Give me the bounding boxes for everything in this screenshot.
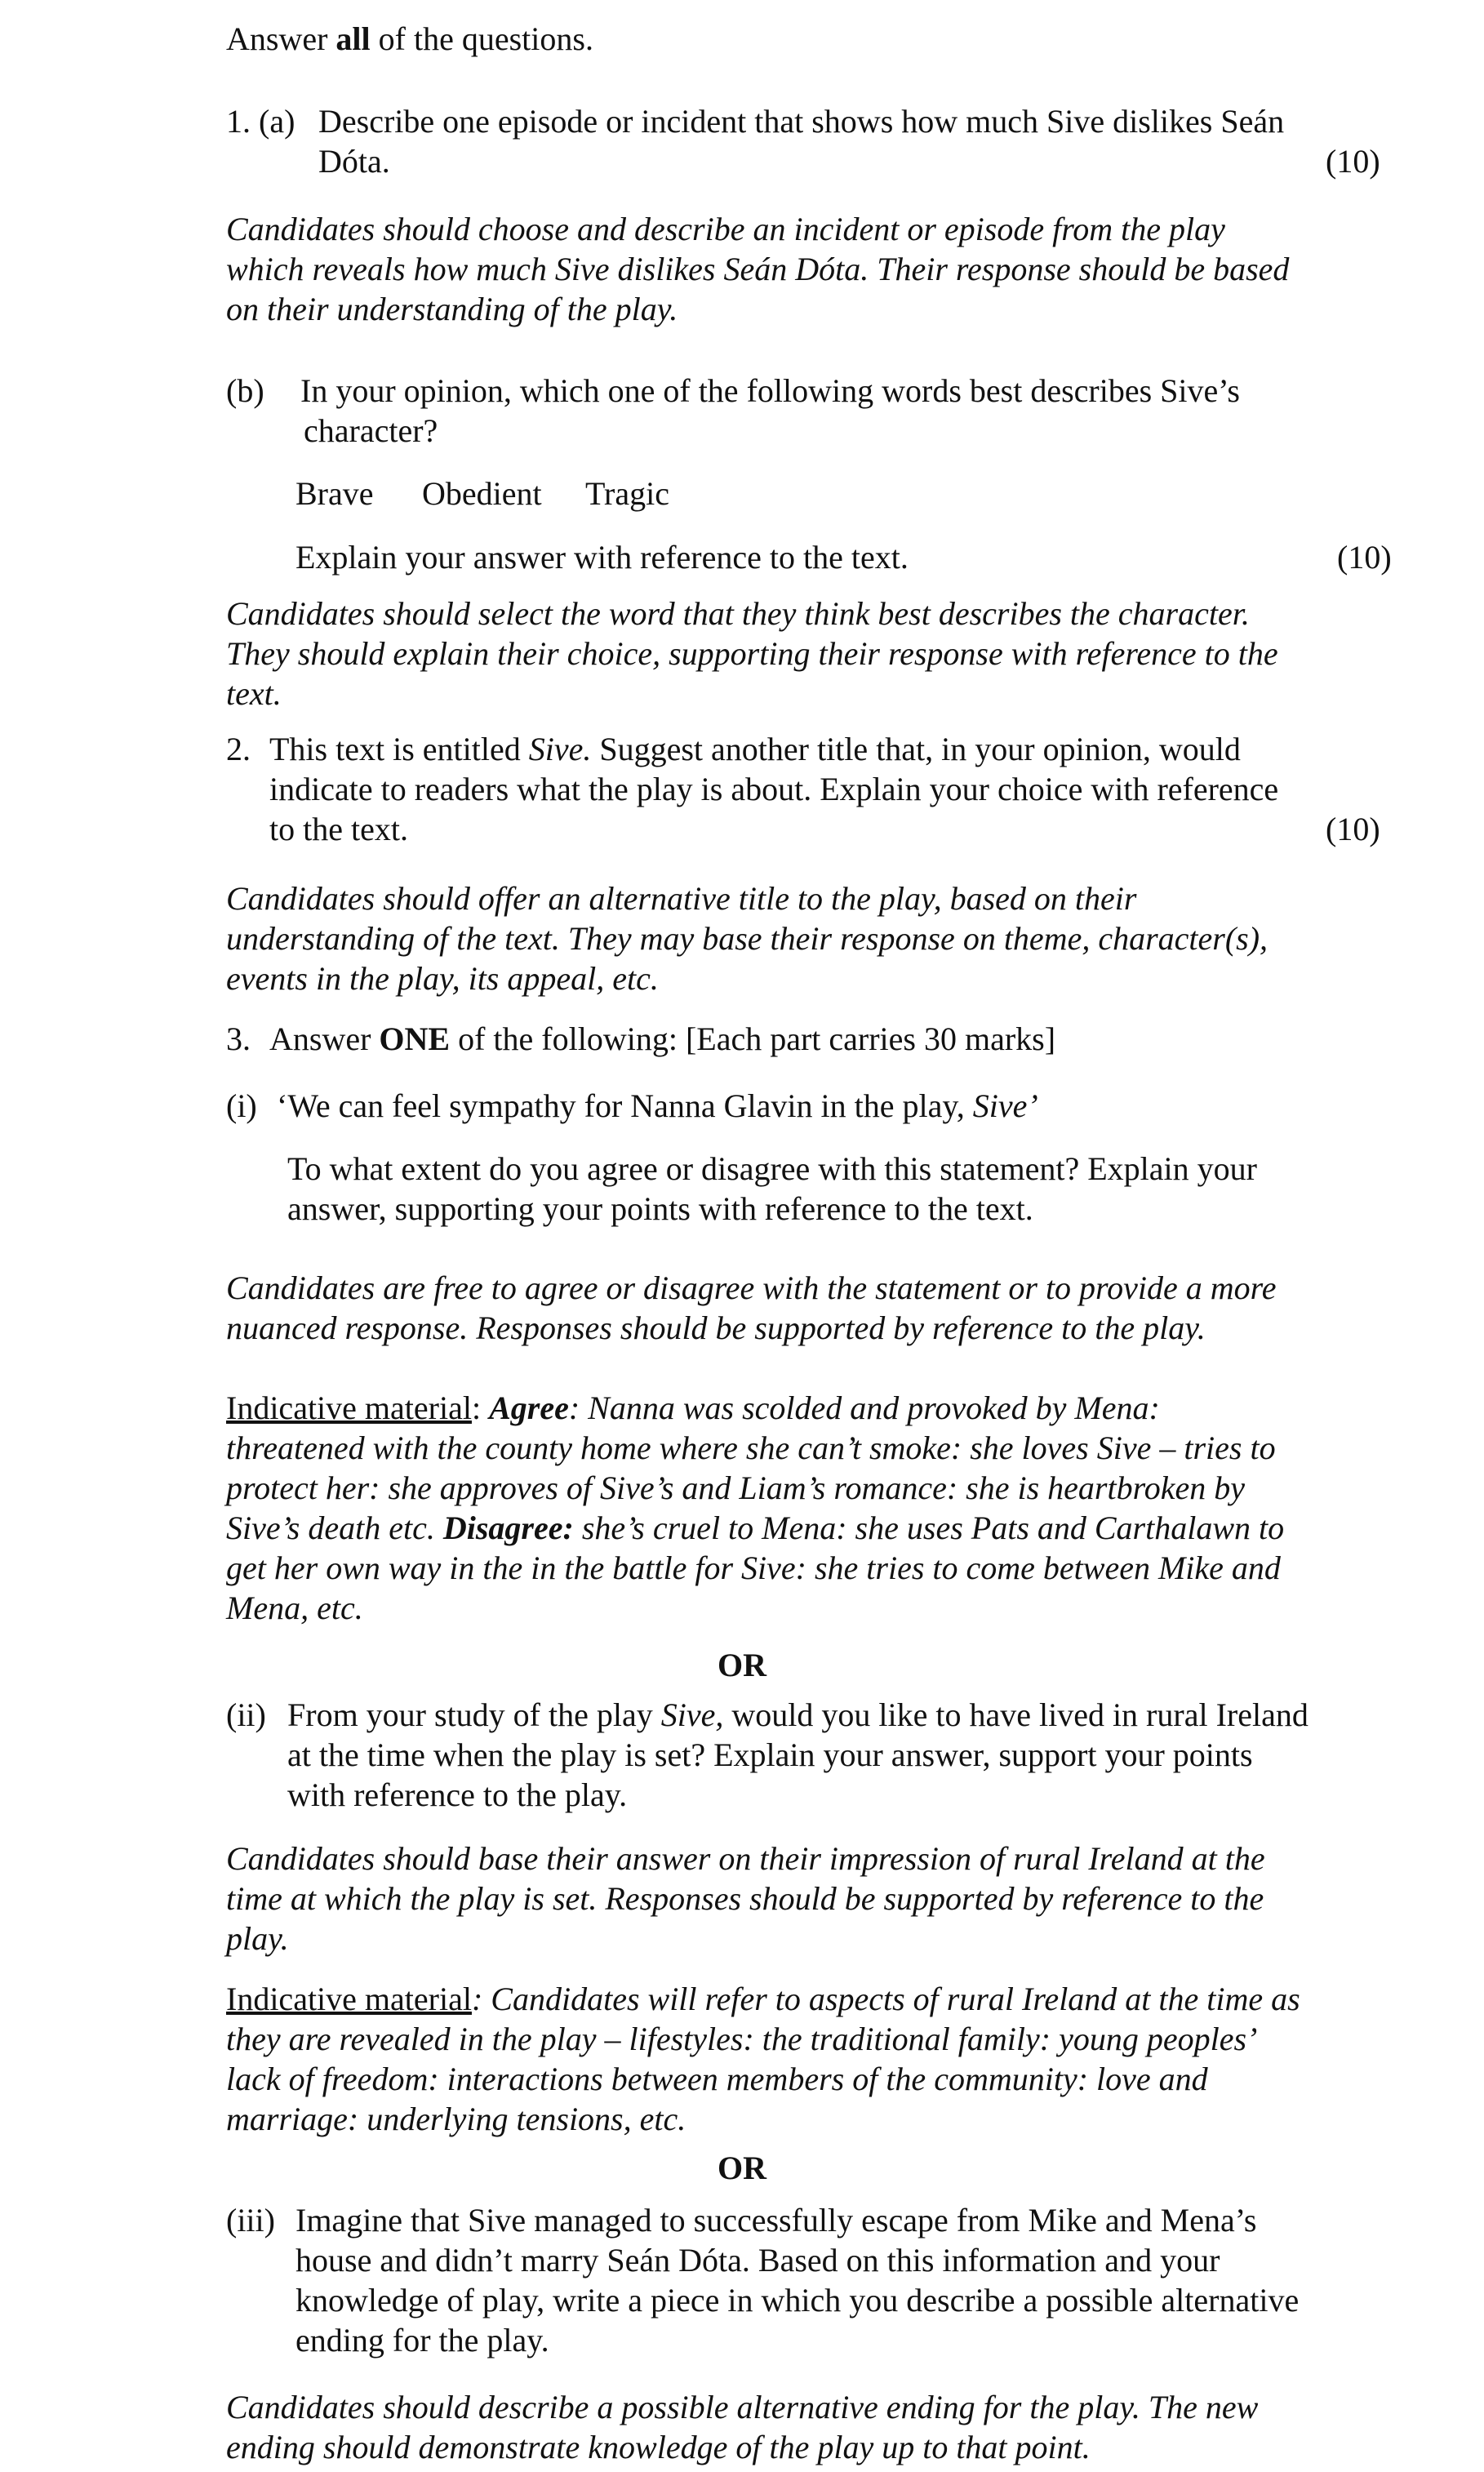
- marks: (10): [1326, 811, 1380, 847]
- question-text: ending for the play.: [295, 2322, 549, 2359]
- question-text: to the text.: [269, 811, 408, 847]
- guidance-3ii: Candidates should base their answer on their impression of rural Ireland at the time at which the play is set. Responses should be supported by reference to the play.: [226, 1840, 1265, 1957]
- marks: (10): [1337, 539, 1392, 576]
- question-label: (ii): [226, 1696, 266, 1733]
- question-label: (i): [226, 1087, 257, 1124]
- guidance-3i: Candidates are free to agree or disagree with the statement or to provide a more nuanced response. Responses should be supported by reference to the play.: [226, 1269, 1277, 1346]
- guidance-3iii: Candidates should describe a possible alternative ending for the play. The new ending should demonstrate knowledge of the play up to that point.: [226, 2389, 1259, 2465]
- question-text: Imagine that Sive managed to successfully escape from Mike and Mena’s: [295, 2202, 1257, 2239]
- option-brave: Brave: [295, 475, 374, 512]
- question-label: (b): [226, 372, 264, 409]
- guidance-1a: Candidates should choose and describe an incident or episode from the play which reveals how much Sive dislikes Seán Dóta. Their response should be based on their understanding of the play.: [226, 211, 1290, 327]
- question-text: Answer ONE of the following: [Each part carries 30 marks]: [269, 1020, 1056, 1057]
- question-text: house and didn’t marry Seán Dóta. Based on this information and your: [295, 2242, 1220, 2279]
- question-text: In your opinion, which one of the following words best describes Sive’s: [300, 372, 1240, 409]
- question-text: answer, supporting your points with reference to the text.: [287, 1190, 1033, 1227]
- guidance-1b: Candidates should select the word that they think best describes the character. They should explain their choice, supporting their response with reference to the text.: [226, 595, 1278, 712]
- instructions: Answer all of the questions.: [226, 20, 593, 57]
- question-label: 3.: [226, 1020, 251, 1057]
- question-instruction: Explain your answer with reference to the text.: [295, 539, 909, 576]
- guidance-2: Candidates should offer an alternative title to the play, based on their understanding of the text. They may base their response on theme, character(s), events in the play, its appeal, etc.: [226, 880, 1269, 997]
- question-text: at the time when the play is set? Explain your answer, support your points: [287, 1736, 1253, 1773]
- or-divider: OR: [718, 1647, 766, 1683]
- indicative-material-3ii: Indicative material: Candidates will refer to aspects of rural Ireland at the time as they are revealed in the play – lifestyles: the traditional family: young peoples’ lack of freedom: interactions between members of the community: love and marriage: underlying tensions, etc.: [226, 1981, 1300, 2137]
- question-text: This text is entitled Sive. Suggest another title that, in your opinion, would: [269, 731, 1241, 767]
- question-text: Describe one episode or incident that shows how much Sive dislikes Seán: [318, 103, 1285, 140]
- question-label: 2.: [226, 731, 251, 767]
- question-text: indicate to readers what the play is about. Explain your choice with reference: [269, 771, 1279, 807]
- option-tragic: Tragic: [585, 475, 669, 512]
- question-label: (iii): [226, 2202, 275, 2239]
- or-divider: OR: [718, 2150, 766, 2186]
- question-text: To what extent do you agree or disagree with this statement? Explain your: [287, 1150, 1257, 1187]
- question-quote: ‘We can feel sympathy for Nanna Glavin in the play, Sive’: [277, 1087, 1038, 1124]
- question-text: with reference to the play.: [287, 1776, 628, 1813]
- option-obedient: Obedient: [422, 475, 542, 512]
- question-text: character?: [304, 412, 438, 449]
- marks: (10): [1326, 143, 1380, 180]
- question-text: Dóta.: [318, 143, 390, 180]
- indicative-material-3i: Indicative material: Agree: Nanna was scolded and provoked by Mena: threatened with the county home where she can’t smoke: she loves Sive – tries to protect her: she approves of Sive’s and Liam’s romance: she is heartbroken by Sive’s death etc. Disagree: she’s cruel to Mena: she uses Pats and Carthalawn to get her own way in the in the battle for Sive: she tries to come between Mike and Mena, etc.: [226, 1389, 1285, 1626]
- question-text: From your study of the play Sive, would you like to have lived in rural Ireland: [287, 1696, 1308, 1733]
- question-label: 1. (a): [226, 103, 295, 140]
- question-text: knowledge of play, write a piece in which you describe a possible alternative: [295, 2282, 1300, 2319]
